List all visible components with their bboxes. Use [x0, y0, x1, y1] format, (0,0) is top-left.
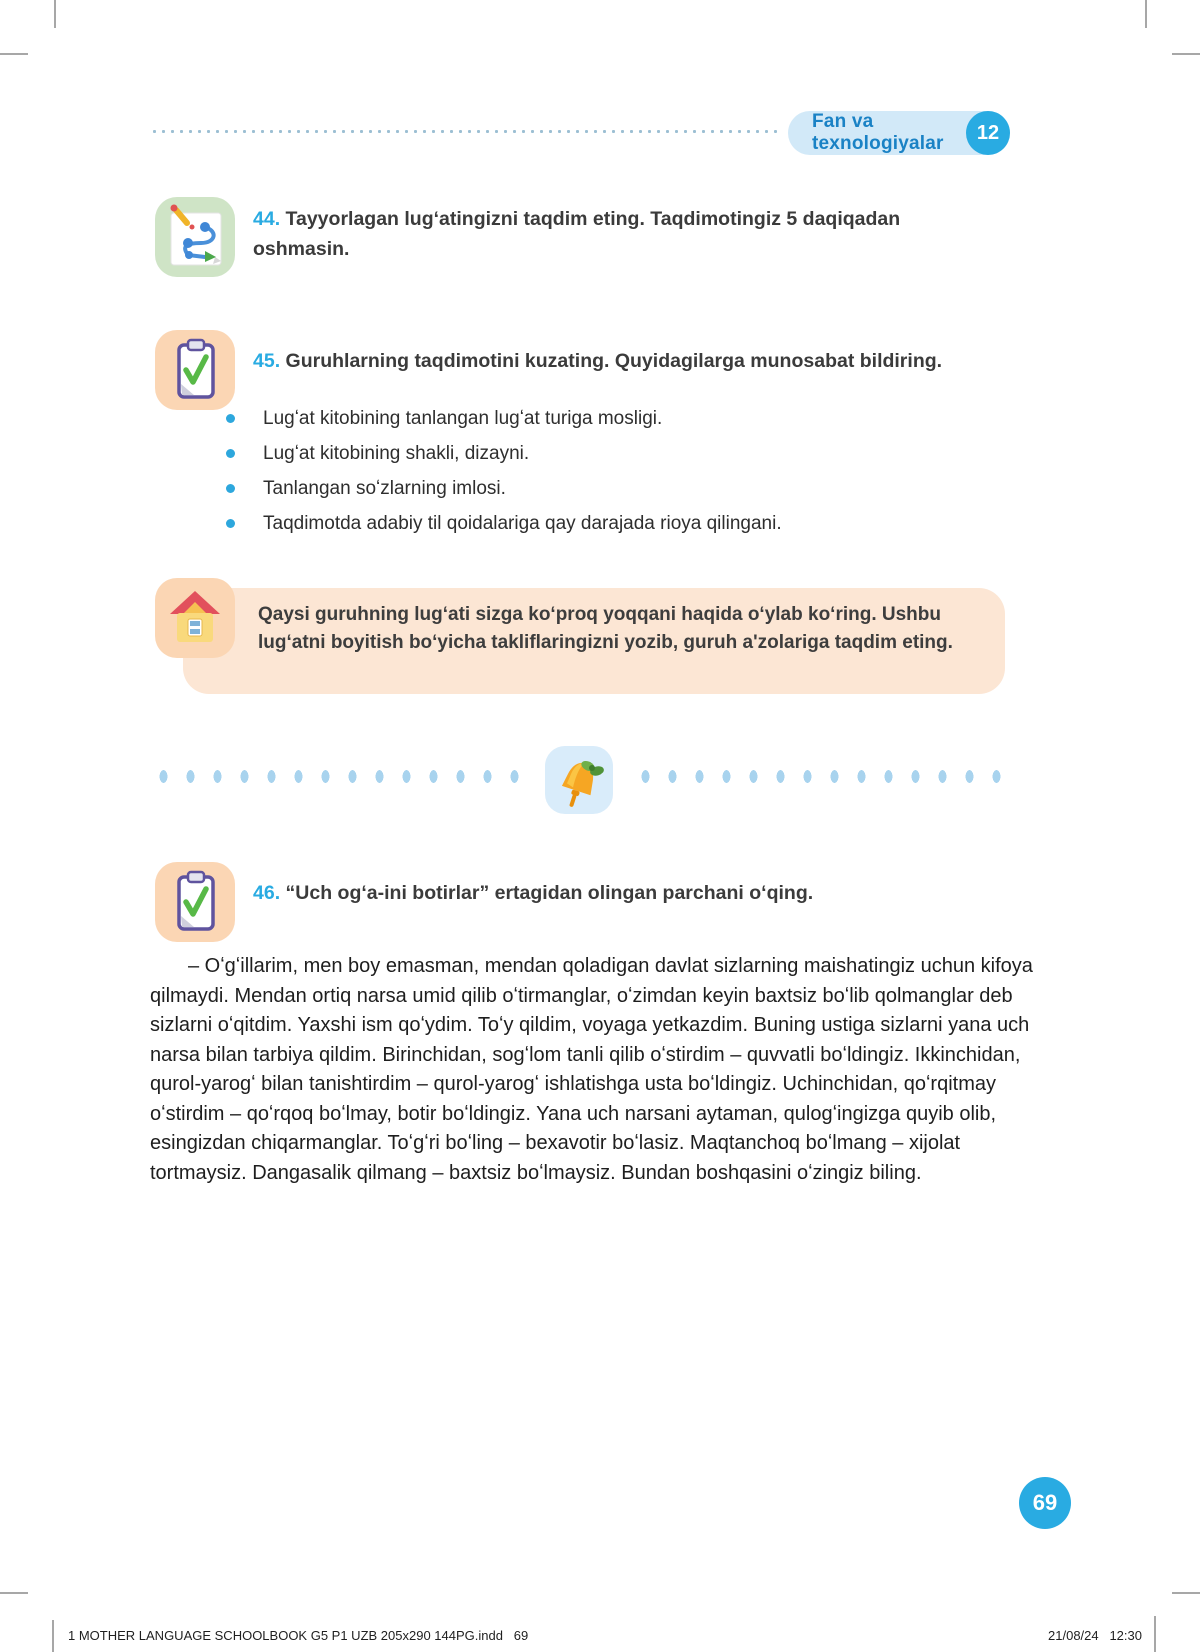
exercise-45-number: 45.: [253, 350, 281, 372]
divider-dots-right: [632, 770, 1010, 783]
bell-icon: [545, 746, 613, 814]
pencil-route-icon: [155, 197, 235, 277]
exercise-44-number: 44.: [253, 208, 281, 230]
list-item: [226, 406, 986, 432]
list-item-text: Taqdimotda adabiy til qoidalariga qay darajada rioya qilingani.: [263, 513, 782, 534]
trim-mark-top-right-horizontal: [1172, 53, 1200, 55]
exercise-46: [253, 878, 1073, 908]
footer-timestamp: 21/08/24 12:30: [1048, 1628, 1142, 1643]
exercise-46-number: 46.: [253, 882, 281, 904]
bullet-icon: [226, 519, 235, 528]
chapter-title: Fan va texnologiyalar: [812, 111, 944, 154]
list-item: [226, 511, 986, 537]
chapter-number-badge: 12: [966, 111, 1010, 155]
trim-mark-top-left-horizontal: [0, 53, 28, 55]
trim-mark-bottom-right-horizontal: [1172, 1592, 1200, 1594]
story-paragraph: – Oʻgʻillarim, men boy emasman, mendan qoladigan davlat sizlarning maishatingiz uchun kifoya qilmaydi. Mendan ortiq narsa umid qilib oʻtirmanglar, oʻzimdan keyin baxtsiz boʻlib qolmanglar deb sizlarni oʻqitdim. Yaxshi ism qoʻydim. Toʻy qildim, voyaga yetkazdim. Buning ustiga sizlarni yana uch narsa bilan tarbiya qildim. Birinchidan, sogʻlom tanli qilib oʻstirdim – quvvatli boʻldingiz. Ikkinchidan, qurol-yarogʻ bilan tanishtirdim – qurol-yarogʻ ishlatishga usta boʻldingiz. Uchinchidan, qoʻrqitmay oʻstirdim – qoʻrqoq boʻlmay, botir boʻldingiz. Yana uch narsani aytaman, qulogʻingizga quyib olib, esingizdan chiqarmanglar. Toʻgʻri boʻling – bexavotir boʻlasiz. Maqtanchoq boʻlmang – xijolat tortmaysiz. Dangasalik qilmang – baxtsiz boʻlmaysiz. Bundan boshqasini oʻzingiz biling.: [150, 955, 1033, 1184]
header-dotted-line: [150, 129, 782, 134]
trim-mark-top-left-vertical: [54, 0, 56, 28]
house-icon: [155, 578, 235, 658]
trim-mark-bottom-left-horizontal: [0, 1592, 28, 1594]
trim-mark-top-right-vertical: [1145, 0, 1147, 28]
divider-dots-left: [150, 770, 528, 783]
callout-text: Qaysi guruhning lugʻati sizga koʻproq yoqqani haqida oʻylab koʻring. Ushbu lugʻatni boyitish boʻyicha takliflaringizni yozib, guruh a'zolariga taqdim eting.: [258, 604, 953, 653]
page-number-badge: 69: [1019, 1477, 1071, 1529]
trim-mark-bottom-right-vertical: [1154, 1616, 1156, 1652]
list-item-text: Lugʻat kitobining tanlangan lugʻat turiga mosligi.: [263, 408, 663, 429]
clipboard-check-icon: [155, 330, 235, 410]
exercise-45: [253, 346, 1073, 376]
exercise-45-text: Guruhlarning taqdimotini kuzating. Quyidagilarga munosabat bildiring.: [285, 350, 943, 372]
list-item: [226, 476, 986, 502]
list-item: [226, 441, 986, 467]
observation-list: [226, 406, 986, 546]
bullet-icon: [226, 449, 235, 458]
exercise-44-text: Tayyorlagan lugʻatingizni taqdim eting. Taqdimotingiz 5 daqiqadan oshmasin.: [253, 208, 901, 260]
clipboard-check-icon: [155, 862, 235, 942]
trim-mark-bottom-left-vertical: [52, 1620, 54, 1652]
exercise-44: [253, 204, 995, 264]
bullet-icon: [226, 414, 235, 423]
list-item-text: Lugʻat kitobining shakli, dizayni.: [263, 443, 530, 464]
exercise-46-text: “Uch ogʻa-ini botirlar” ertagidan olingan parchani oʻqing.: [285, 882, 814, 904]
footer-filename: 1 MOTHER LANGUAGE SCHOOLBOOK G5 P1 UZB 205x290 144PG.indd 69: [68, 1628, 529, 1643]
list-item-text: Tanlangan soʻzlarning imlosi.: [263, 478, 506, 499]
bullet-icon: [226, 484, 235, 493]
